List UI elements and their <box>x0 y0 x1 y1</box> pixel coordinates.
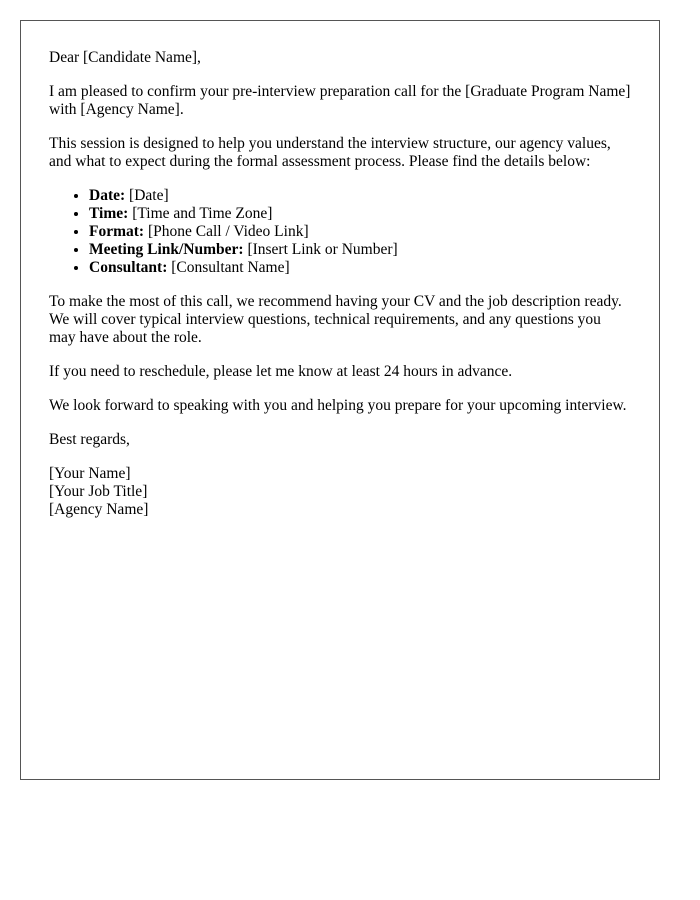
letter-page <box>20 20 660 780</box>
details-list <box>49 187 631 277</box>
greeting: Dear [Candidate Name], <box>49 49 201 66</box>
detail-item-time <box>89 205 631 223</box>
detail-label: Consultant: <box>89 259 168 276</box>
intro-paragraph: I am pleased to confirm your pre-interview preparation call for the [Graduate Program Name] with [Agency Name]. <box>49 83 631 118</box>
detail-value: [Phone Call / Video Link] <box>147 223 309 240</box>
sign-off: Best regards, <box>49 431 130 448</box>
detail-item-meeting-link <box>89 241 631 259</box>
signature-name: [Your Name] <box>49 465 131 482</box>
detail-value: [Insert Link or Number] <box>247 241 398 258</box>
signature-block <box>49 465 631 519</box>
detail-item-date <box>89 187 631 205</box>
purpose-paragraph: This session is designed to help you understand the interview structure, our agency values, and what to expect during the formal assessment process. Please find the details below: <box>49 135 611 170</box>
detail-value: [Time and Time Zone] <box>132 205 273 222</box>
detail-item-consultant <box>89 259 631 277</box>
detail-item-format <box>89 223 631 241</box>
detail-label: Meeting Link/Number: <box>89 241 244 258</box>
detail-value: [Consultant Name] <box>171 259 290 276</box>
detail-label: Format: <box>89 223 145 240</box>
closing-paragraph: We look forward to speaking with you and helping you prepare for your upcoming interview. <box>49 397 627 414</box>
signature-agency: [Agency Name] <box>49 501 149 518</box>
detail-label: Date: <box>89 187 126 204</box>
preparation-paragraph: To make the most of this call, we recommend having your CV and the job description ready. We will cover typical interview questions, technical requirements, and any questions you may have about the role. <box>49 293 622 346</box>
reschedule-paragraph: If you need to reschedule, please let me know at least 24 hours in advance. <box>49 363 513 380</box>
signature-title: [Your Job Title] <box>49 483 148 500</box>
detail-label: Time: <box>89 205 129 222</box>
detail-value: [Date] <box>129 187 169 204</box>
